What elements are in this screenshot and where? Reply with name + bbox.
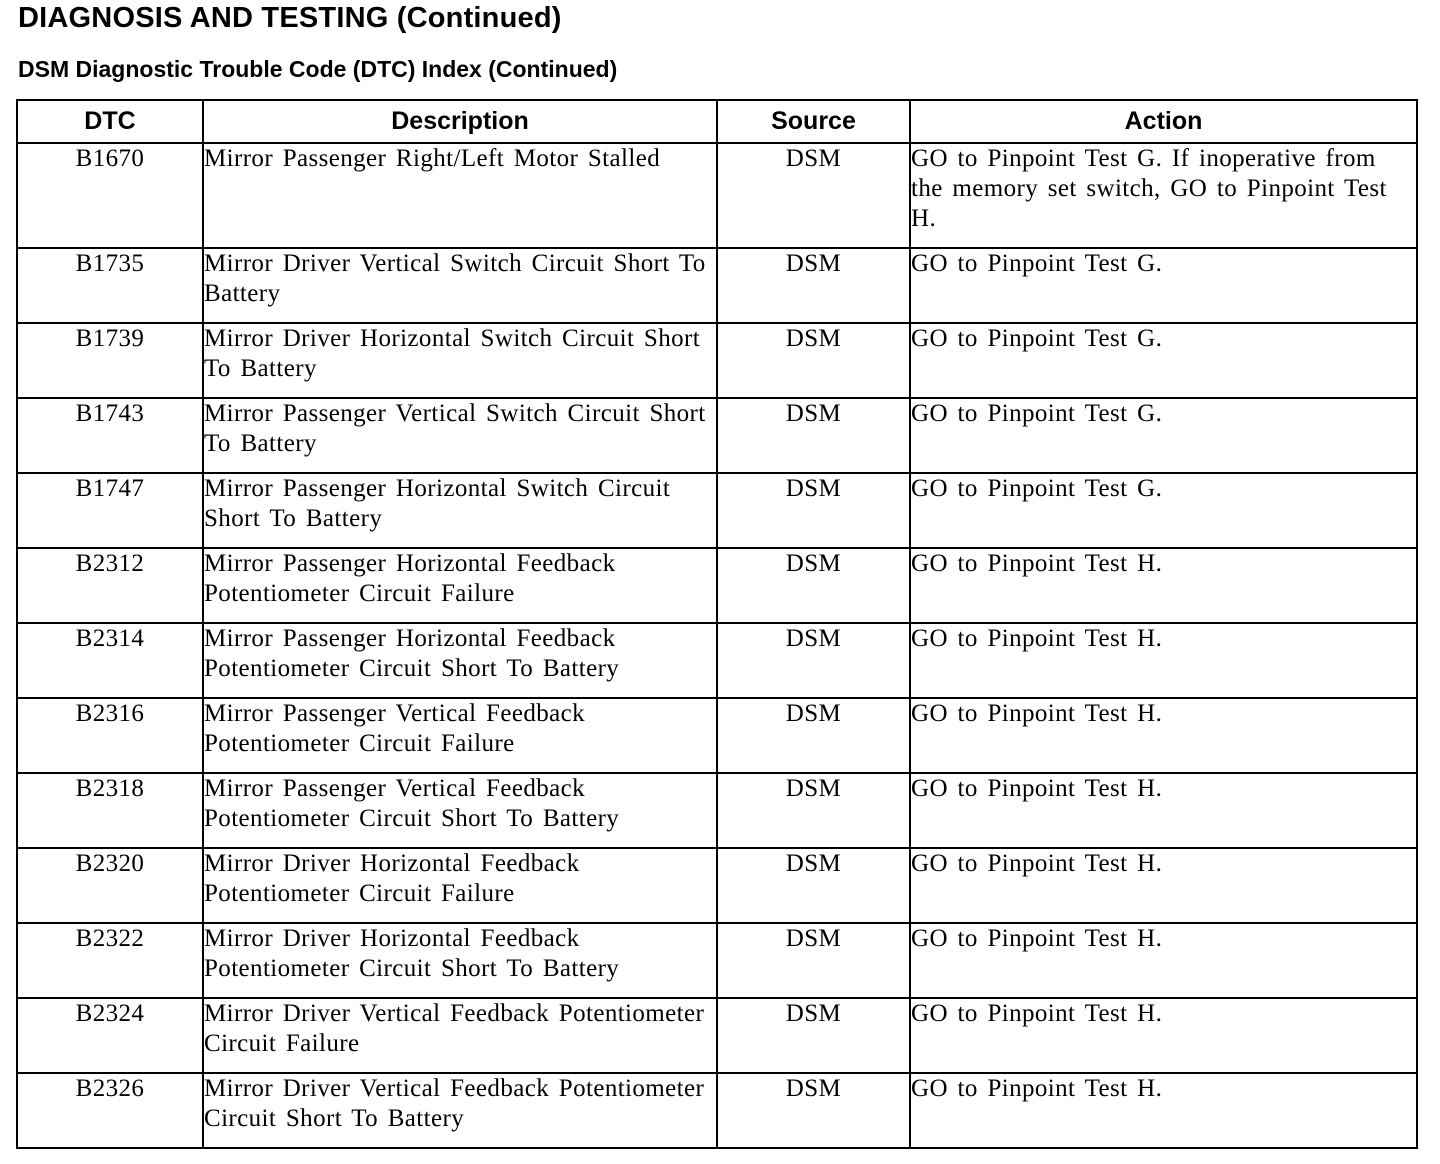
action-cell: GO to Pinpoint Test G. [910,323,1417,398]
source-cell: DSM [717,143,910,248]
description-cell: Mirror Passenger Vertical Feedback Potentiometer Circuit Failure [203,698,717,773]
dtc-code-cell: B1747 [17,473,203,548]
source-cell: DSM [717,398,910,473]
table-row [17,698,1417,773]
dtc-code-cell: B2326 [17,1073,203,1148]
description-cell: Mirror Driver Horizontal Feedback Potentiometer Circuit Failure [203,848,717,923]
source-cell: DSM [717,923,910,998]
dtc-code-cell: B1739 [17,323,203,398]
description-cell: Mirror Passenger Horizontal Switch Circuit Short To Battery [203,473,717,548]
dtc-code-cell: B2312 [17,548,203,623]
table-row [17,398,1417,473]
dtc-code-cell: B2318 [17,773,203,848]
description-cell: Mirror Driver Vertical Feedback Potentiometer Circuit Short To Battery [203,1073,717,1148]
source-cell: DSM [717,323,910,398]
table-row [17,323,1417,398]
action-cell: GO to Pinpoint Test G. [910,473,1417,548]
description-cell: Mirror Passenger Horizontal Feedback Potentiometer Circuit Failure [203,548,717,623]
source-cell: DSM [717,623,910,698]
source-cell: DSM [717,698,910,773]
column-header-source: Source [717,100,910,143]
description-cell: Mirror Driver Horizontal Switch Circuit Short To Battery [203,323,717,398]
dtc-code-cell: B1743 [17,398,203,473]
table-row [17,548,1417,623]
dtc-code-cell: B2324 [17,998,203,1073]
dtc-code-cell: B2314 [17,623,203,698]
table-row [17,623,1417,698]
dtc-code-cell: B2320 [17,848,203,923]
source-cell: DSM [717,248,910,323]
source-cell: DSM [717,473,910,548]
action-cell: GO to Pinpoint Test H. [910,773,1417,848]
table-row [17,248,1417,323]
source-cell: DSM [717,773,910,848]
table-header-row [17,100,1417,143]
dtc-index-table [16,99,1418,1149]
table-row [17,473,1417,548]
source-cell: DSM [717,848,910,923]
description-cell: Mirror Passenger Horizontal Feedback Potentiometer Circuit Short To Battery [203,623,717,698]
description-cell: Mirror Passenger Right/Left Motor Stalled [203,143,717,248]
description-cell: Mirror Passenger Vertical Feedback Potentiometer Circuit Short To Battery [203,773,717,848]
action-cell: GO to Pinpoint Test H. [910,1073,1417,1148]
source-cell: DSM [717,548,910,623]
table-row [17,773,1417,848]
action-cell: GO to Pinpoint Test H. [910,848,1417,923]
action-cell: GO to Pinpoint Test H. [910,998,1417,1073]
table-row [17,848,1417,923]
action-cell: GO to Pinpoint Test H. [910,623,1417,698]
column-header-action: Action [910,100,1417,143]
source-cell: DSM [717,998,910,1073]
description-cell: Mirror Driver Horizontal Feedback Potentiometer Circuit Short To Battery [203,923,717,998]
dtc-code-cell: B1735 [17,248,203,323]
section-title: DSM Diagnostic Trouble Code (DTC) Index (Continued) [18,56,618,82]
description-cell: Mirror Passenger Vertical Switch Circuit Short To Battery [203,398,717,473]
table-row [17,923,1417,998]
dtc-code-cell: B2322 [17,923,203,998]
action-cell: GO to Pinpoint Test H. [910,923,1417,998]
action-cell: GO to Pinpoint Test H. [910,698,1417,773]
description-cell: Mirror Driver Vertical Switch Circuit Short To Battery [203,248,717,323]
table-row [17,1073,1417,1148]
page-title: DIAGNOSIS AND TESTING (Continued) [18,2,562,34]
table-row [17,143,1417,248]
action-cell: GO to Pinpoint Test H. [910,548,1417,623]
table-row [17,998,1417,1073]
source-cell: DSM [717,1073,910,1148]
column-header-dtc: DTC [17,100,203,143]
dtc-code-cell: B1670 [17,143,203,248]
action-cell: GO to Pinpoint Test G. [910,248,1417,323]
dtc-code-cell: B2316 [17,698,203,773]
action-cell: GO to Pinpoint Test G. If inoperative from the memory set switch, GO to Pinpoint Test H. [910,143,1417,248]
action-cell: GO to Pinpoint Test G. [910,398,1417,473]
column-header-description: Description [203,100,717,143]
description-cell: Mirror Driver Vertical Feedback Potentiometer Circuit Failure [203,998,717,1073]
